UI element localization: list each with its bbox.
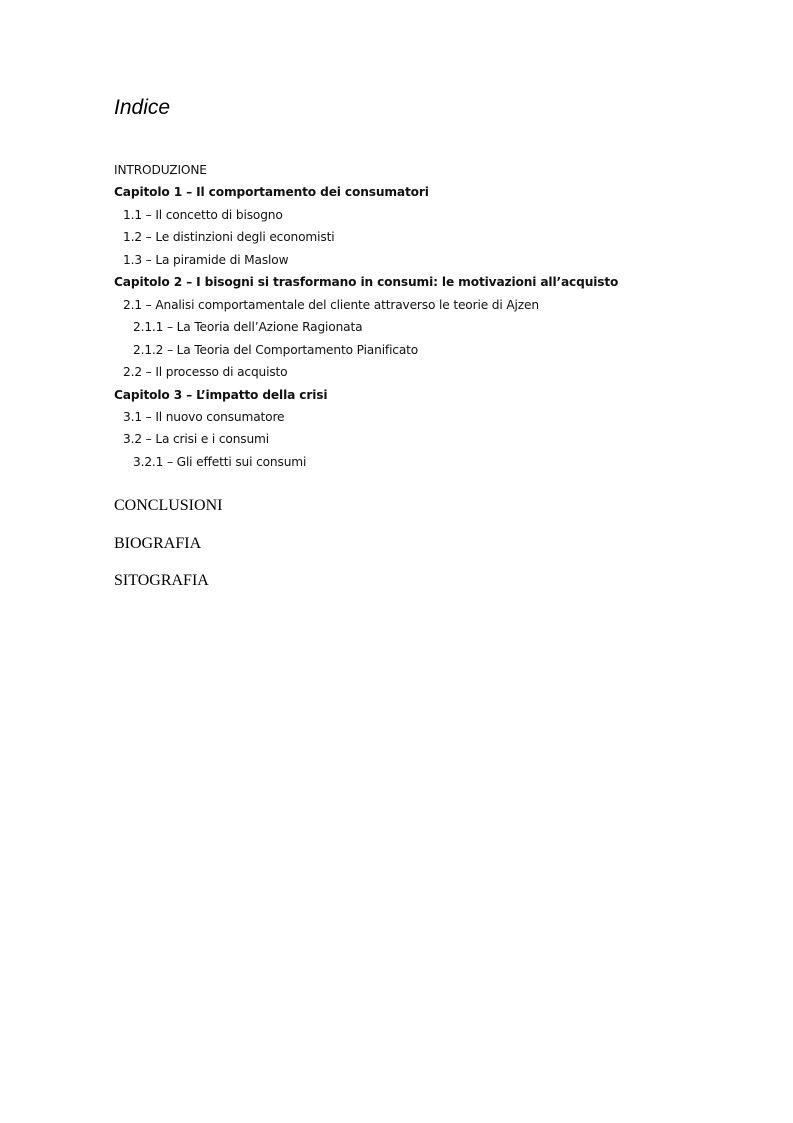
toc-bibliography: BIOGRAFIA [114, 534, 202, 552]
page-title: Indice [114, 96, 171, 119]
toc-section-2-2: 2.2 – Il processo di acquisto [123, 365, 288, 380]
table-of-contents [114, 159, 754, 473]
toc-section-3-1: 3.1 – Il nuovo consumatore [123, 409, 285, 424]
toc-conclusions: CONCLUSIONI [114, 497, 223, 514]
toc-chapter-3: Capitolo 3 – L’impatto della crisi [114, 387, 328, 402]
toc-subsection-2-1-2: 2.1.2 – La Teoria del Comportamento Pianificato [133, 342, 419, 357]
toc-section-2-1: 2.1 – Analisi comportamentale del cliente attraverso le teorie di Ajzen [123, 297, 539, 312]
toc-subsection-3-2-1: 3.2.1 – Gli effetti sui consumi [133, 454, 307, 469]
toc-section-3-2: 3.2 – La crisi e i consumi [123, 432, 270, 447]
toc-section-1-2: 1.2 – Le distinzioni degli economisti [123, 230, 335, 245]
toc-section-1-3: 1.3 – La piramide di Maslow [123, 252, 289, 267]
end-sections [114, 487, 222, 600]
toc-section-1-1: 1.1 – Il concetto di bisogno [123, 207, 283, 222]
toc-subsection-2-1-1: 2.1.1 – La Teoria dell’Azione Ragionata [133, 320, 363, 335]
toc-chapter-2: Capitolo 2 – I bisogni si trasformano in consumi: le motivazioni all’acquisto [114, 275, 619, 290]
toc-web-references: SITOGRAFIA [114, 572, 209, 589]
toc-introduction: INTRODUZIONE [114, 163, 207, 177]
toc-chapter-1: Capitolo 1 – Il comportamento dei consumatori [114, 185, 429, 200]
